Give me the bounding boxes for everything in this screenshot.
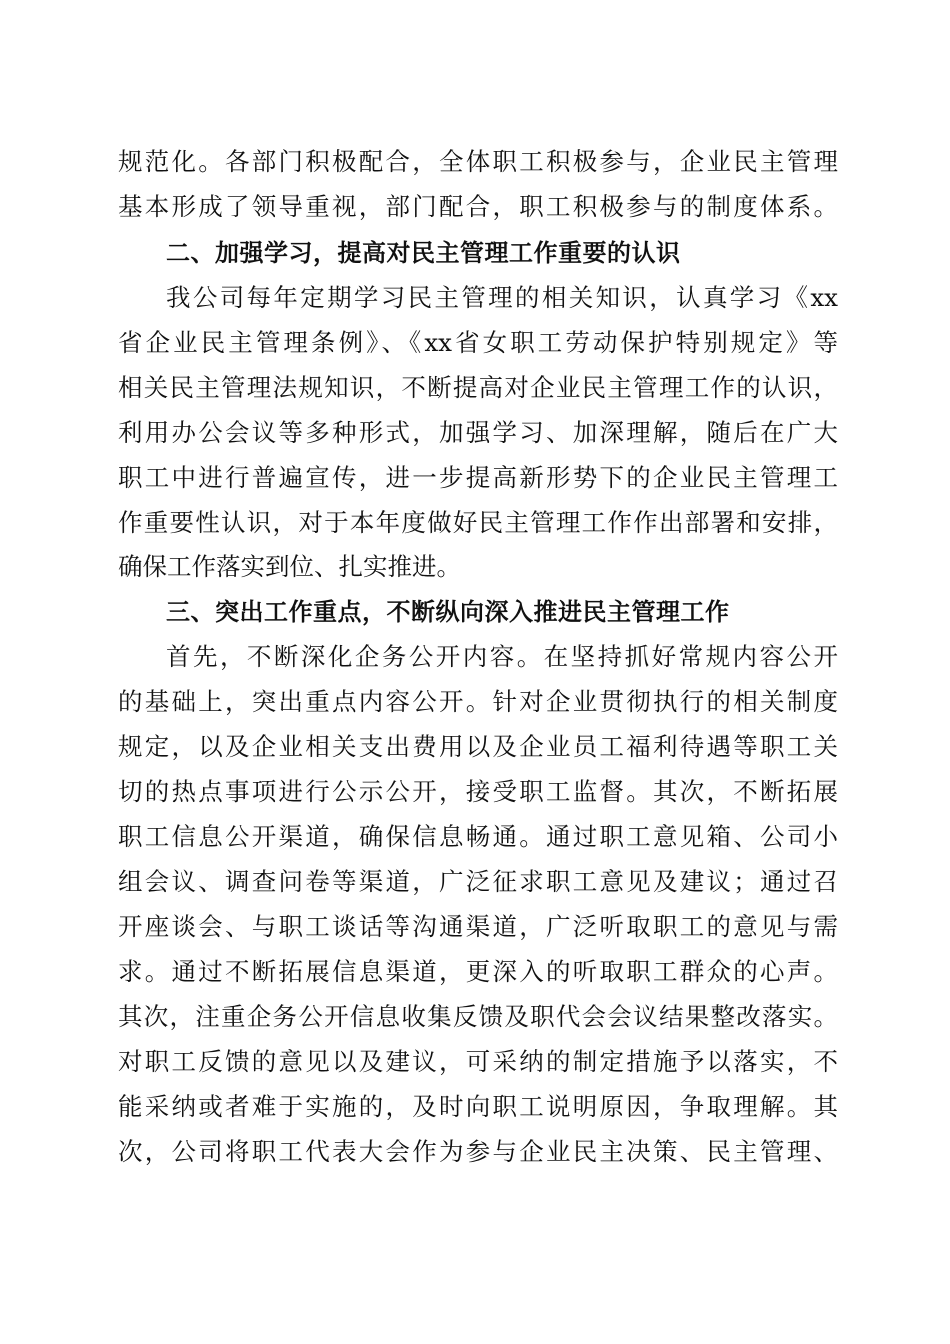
paragraph-line: 其次，注重企务公开信息收集反馈及职代会会议结果整改落实。 <box>118 1002 838 1031</box>
paragraph-line: 首先，不断深化企务公开内容。在坚持抓好常规内容公开 <box>166 642 838 671</box>
paragraph-line: 作重要性认识，对于本年度做好民主管理工作作出部署和安排， <box>118 508 838 537</box>
section-heading-2: 二、加强学习，提高对民主管理工作重要的认识 <box>166 239 681 267</box>
paragraph-line: 的基础上，突出重点内容公开。针对企业贯彻执行的相关制度 <box>118 687 838 716</box>
paragraph-line: 职工中进行普遍宣传，进一步提高新形势下的企业民主管理工 <box>118 463 838 492</box>
paragraph-line: 规定，以及企业相关支出费用以及企业员工福利待遇等职工关 <box>118 732 838 761</box>
paragraph-line: 对职工反馈的意见以及建议，可采纳的制定措施予以落实，不 <box>118 1047 838 1076</box>
paragraph-line: 我公司每年定期学习民主管理的相关知识，认真学习《xx <box>166 283 838 312</box>
paragraph-line: 求。通过不断拓展信息渠道，更深入的听取职工群众的心声。 <box>118 957 838 986</box>
paragraph-line: 组会议、调查问卷等渠道，广泛征求职工意见及建议；通过召 <box>118 867 838 896</box>
paragraph-line: 省企业民主管理条例》、《xx省女职工劳动保护特别规定》等 <box>118 328 838 357</box>
paragraph-line: 开座谈会、与职工谈话等沟通渠道，广泛听取职工的意见与需 <box>118 912 838 941</box>
section-heading-3: 三、突出工作重点，不断纵向深入推进民主管理工作 <box>166 598 730 626</box>
paragraph-line: 确保工作落实到位、扎实推进。 <box>118 552 461 581</box>
paragraph-line: 相关民主管理法规知识，不断提高对企业民主管理工作的认识， <box>118 373 838 402</box>
paragraph-line: 能采纳或者难于实施的，及时向职工说明原因，争取理解。其 <box>118 1092 838 1121</box>
paragraph-line: 基本形成了领导重视，部门配合，职工积极参与的制度体系。 <box>118 192 838 221</box>
paragraph-line: 次，公司将职工代表大会作为参与企业民主决策、民主管理、 <box>118 1137 838 1166</box>
paragraph-line: 职工信息公开渠道，确保信息畅通。通过职工意见箱、公司小 <box>118 822 838 851</box>
paragraph-line: 切的热点事项进行公示公开，接受职工监督。其次，不断拓展 <box>118 777 838 806</box>
paragraph-line: 利用办公会议等多种形式，加强学习、加深理解，随后在广大 <box>118 418 838 447</box>
paragraph-line: 规范化。各部门积极配合，全体职工积极参与，企业民主管理 <box>118 147 838 176</box>
